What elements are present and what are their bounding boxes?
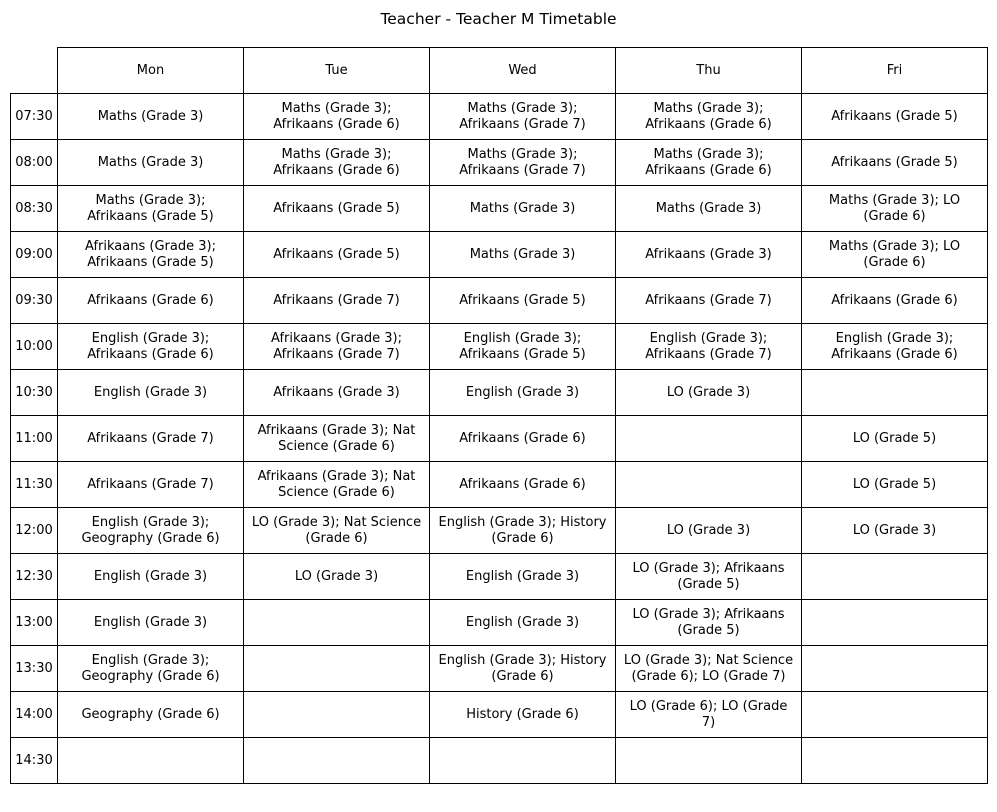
time-label: 12:30 xyxy=(10,554,58,600)
timetable-cell: Maths (Grade 3) xyxy=(430,186,616,232)
column-header-fri: Fri xyxy=(802,47,988,94)
timetable-cell: Maths (Grade 3); LO (Grade 6) xyxy=(802,232,988,278)
column-header-thu: Thu xyxy=(616,47,802,94)
timetable-cell: Maths (Grade 3); Afrikaans (Grade 6) xyxy=(244,94,430,140)
timetable-cell: History (Grade 6) xyxy=(430,692,616,738)
timetable-cell xyxy=(802,600,988,646)
time-label: 09:30 xyxy=(10,278,58,324)
timetable-cell: Afrikaans (Grade 7) xyxy=(616,278,802,324)
timetable-cell xyxy=(616,462,802,508)
timetable-cell: LO (Grade 3) xyxy=(616,508,802,554)
timetable-cell: English (Grade 3); History (Grade 6) xyxy=(430,508,616,554)
timetable-cell: Afrikaans (Grade 3); Nat Science (Grade 6) xyxy=(244,462,430,508)
timetable-cell xyxy=(244,646,430,692)
time-label: 10:00 xyxy=(10,324,58,370)
timetable-cell: Afrikaans (Grade 3); Nat Science (Grade 6) xyxy=(244,416,430,462)
timetable-cell: LO (Grade 3) xyxy=(616,370,802,416)
time-label: 13:00 xyxy=(10,600,58,646)
time-label: 14:30 xyxy=(10,738,58,784)
time-label: 14:00 xyxy=(10,692,58,738)
timetable-cell: Afrikaans (Grade 6) xyxy=(58,278,244,324)
column-header-wed: Wed xyxy=(430,47,616,94)
timetable-cell xyxy=(244,738,430,784)
timetable-cell xyxy=(802,692,988,738)
timetable-cell: LO (Grade 6); LO (Grade 7) xyxy=(616,692,802,738)
timetable-cell: LO (Grade 5) xyxy=(802,416,988,462)
timetable-cell xyxy=(616,416,802,462)
timetable-cell: Maths (Grade 3); Afrikaans (Grade 6) xyxy=(616,94,802,140)
timetable-cell: LO (Grade 3); Nat Science (Grade 6); LO (Grade 7) xyxy=(616,646,802,692)
timetable-cell: English (Grade 3); Afrikaans (Grade 6) xyxy=(802,324,988,370)
timetable-cell: English (Grade 3); Geography (Grade 6) xyxy=(58,646,244,692)
timetable-cell xyxy=(802,370,988,416)
chart-title: Teacher - Teacher M Timetable xyxy=(380,10,617,28)
timetable-cell xyxy=(616,738,802,784)
timetable-cell: Afrikaans (Grade 6) xyxy=(430,462,616,508)
time-label: 13:30 xyxy=(10,646,58,692)
timetable-cell: English (Grade 3) xyxy=(58,370,244,416)
time-label: 11:00 xyxy=(10,416,58,462)
timetable-cell: English (Grade 3); Afrikaans (Grade 6) xyxy=(58,324,244,370)
timetable-cell: English (Grade 3) xyxy=(58,554,244,600)
time-label: 08:30 xyxy=(10,186,58,232)
timetable-cell: English (Grade 3); History (Grade 6) xyxy=(430,646,616,692)
timetable-cell: Afrikaans (Grade 7) xyxy=(58,416,244,462)
timetable-cell: Afrikaans (Grade 5) xyxy=(802,94,988,140)
timetable-cell: Maths (Grade 3) xyxy=(58,140,244,186)
timetable-cell: Maths (Grade 3) xyxy=(616,186,802,232)
timetable-cell: Afrikaans (Grade 5) xyxy=(244,186,430,232)
timetable-cell: Afrikaans (Grade 5) xyxy=(802,140,988,186)
timetable-cell: LO (Grade 3) xyxy=(244,554,430,600)
timetable-cell xyxy=(244,692,430,738)
time-label: 11:30 xyxy=(10,462,58,508)
time-label: 10:30 xyxy=(10,370,58,416)
timetable-cell: Maths (Grade 3); Afrikaans (Grade 7) xyxy=(430,94,616,140)
corner-cell xyxy=(10,47,58,94)
timetable-cell: English (Grade 3) xyxy=(430,600,616,646)
time-label: 09:00 xyxy=(10,232,58,278)
timetable-cell: LO (Grade 3) xyxy=(802,508,988,554)
timetable-cell: English (Grade 3); Geography (Grade 6) xyxy=(58,508,244,554)
timetable-grid xyxy=(10,47,988,784)
time-label: 12:00 xyxy=(10,508,58,554)
timetable-cell: Maths (Grade 3); LO (Grade 6) xyxy=(802,186,988,232)
column-header-tue: Tue xyxy=(244,47,430,94)
timetable-cell xyxy=(802,554,988,600)
timetable-cell: Afrikaans (Grade 3) xyxy=(616,232,802,278)
timetable-cell: Maths (Grade 3) xyxy=(430,232,616,278)
timetable-cell: Maths (Grade 3); Afrikaans (Grade 6) xyxy=(244,140,430,186)
timetable-cell: English (Grade 3) xyxy=(58,600,244,646)
timetable-cell: Maths (Grade 3); Afrikaans (Grade 7) xyxy=(430,140,616,186)
timetable-cell: Maths (Grade 3) xyxy=(58,94,244,140)
timetable-cell: Afrikaans (Grade 7) xyxy=(58,462,244,508)
timetable-cell: LO (Grade 3); Afrikaans (Grade 5) xyxy=(616,554,802,600)
timetable-cell: English (Grade 3) xyxy=(430,370,616,416)
timetable-cell xyxy=(802,646,988,692)
timetable-cell: Geography (Grade 6) xyxy=(58,692,244,738)
timetable-cell: Afrikaans (Grade 3); Afrikaans (Grade 7) xyxy=(244,324,430,370)
timetable-cell xyxy=(802,738,988,784)
time-label: 08:00 xyxy=(10,140,58,186)
timetable-cell: English (Grade 3) xyxy=(430,554,616,600)
timetable-cell: LO (Grade 3); Nat Science (Grade 6) xyxy=(244,508,430,554)
timetable-cell: LO (Grade 3); Afrikaans (Grade 5) xyxy=(616,600,802,646)
timetable-cell xyxy=(58,738,244,784)
timetable-cell: Afrikaans (Grade 7) xyxy=(244,278,430,324)
time-label: 07:30 xyxy=(10,94,58,140)
timetable-cell xyxy=(244,600,430,646)
timetable-cell: Afrikaans (Grade 3) xyxy=(244,370,430,416)
timetable-cell: English (Grade 3); Afrikaans (Grade 5) xyxy=(430,324,616,370)
column-header-mon: Mon xyxy=(58,47,244,94)
timetable-cell: Afrikaans (Grade 6) xyxy=(802,278,988,324)
timetable-cell: LO (Grade 5) xyxy=(802,462,988,508)
timetable-cell: Afrikaans (Grade 3); Afrikaans (Grade 5) xyxy=(58,232,244,278)
timetable-cell: Maths (Grade 3); Afrikaans (Grade 5) xyxy=(58,186,244,232)
timetable-cell: Maths (Grade 3); Afrikaans (Grade 6) xyxy=(616,140,802,186)
timetable-cell: Afrikaans (Grade 5) xyxy=(244,232,430,278)
timetable-cell: English (Grade 3); Afrikaans (Grade 7) xyxy=(616,324,802,370)
timetable-cell: Afrikaans (Grade 6) xyxy=(430,416,616,462)
timetable-cell xyxy=(430,738,616,784)
timetable-cell: Afrikaans (Grade 5) xyxy=(430,278,616,324)
